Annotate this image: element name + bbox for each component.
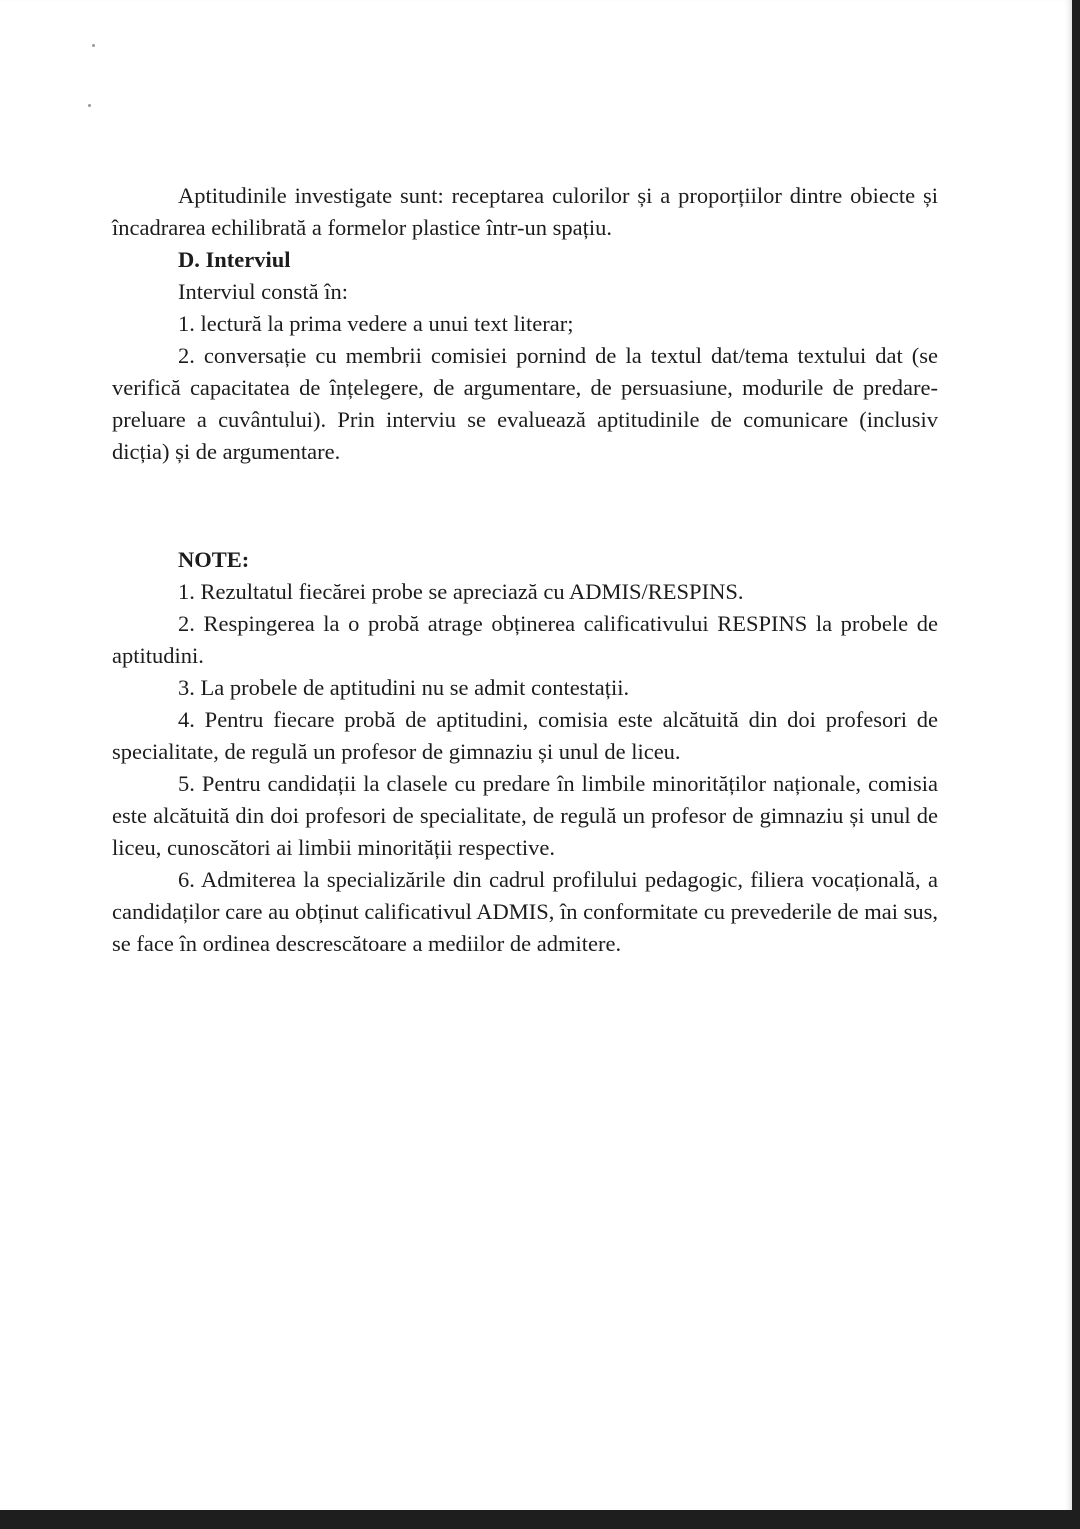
- note-item: 4. Pentru fiecare probă de aptitudini, comisia este alcătuită din doi profesori de specialitate, de regulă un profesor de gimnaziu și unul de liceu.: [112, 707, 938, 764]
- section-d-item: 1. lectură la prima vedere a unui text literar;: [178, 311, 574, 336]
- document-body: [112, 180, 938, 960]
- intro-paragraph: Aptitudinile investigate sunt: receptarea culorilor și a proporțiilor dintre obiecte și încadrarea echilibrată a formelor plastice într-un spațiu.: [112, 183, 938, 240]
- section-d-item: 2. conversație cu membrii comisiei pornind de la textul dat/tema textului dat (se verifică capacitatea de înțelegere, de argumentare, de persuasiune, modurile de predare-preluare a cuvântului). Prin interviu se evaluează aptitudinile de comunicare (inclusiv dicția) și de argumentare.: [112, 343, 938, 464]
- note-item: 1. Rezultatul fiecărei probe se apreciază cu ADMIS/RESPINS.: [178, 579, 744, 604]
- scan-mark: [88, 104, 91, 107]
- scan-mark: [92, 44, 95, 47]
- note-item: 2. Respingerea la o probă atrage obținerea calificativului RESPINS la probele de aptitudini.: [112, 611, 938, 668]
- note-item: 3. La probele de aptitudini nu se admit contestații.: [178, 675, 630, 700]
- section-d-intro: Interviul constă în:: [178, 279, 348, 304]
- viewer-bottom-bar: [0, 1510, 1080, 1529]
- section-d-heading: D. Interviul: [178, 247, 291, 272]
- note-item: 6. Admiterea la specializările din cadrul profilului pedagogic, filiera vocațională, a candidaților care au obținut calificativul ADMIS, în conformitate cu prevederile de mai sus, se face în ordinea descrescătoare a mediilor de admitere.: [112, 867, 938, 956]
- note-item: 5. Pentru candidații la clasele cu predare în limbile minorităților naționale, comisia este alcătuită din doi profesori de specialitate, de regulă un profesor de gimnaziu și unul de liceu, cunoscători ai limbii minorității respective.: [112, 771, 938, 860]
- notes-heading: NOTE:: [178, 547, 250, 572]
